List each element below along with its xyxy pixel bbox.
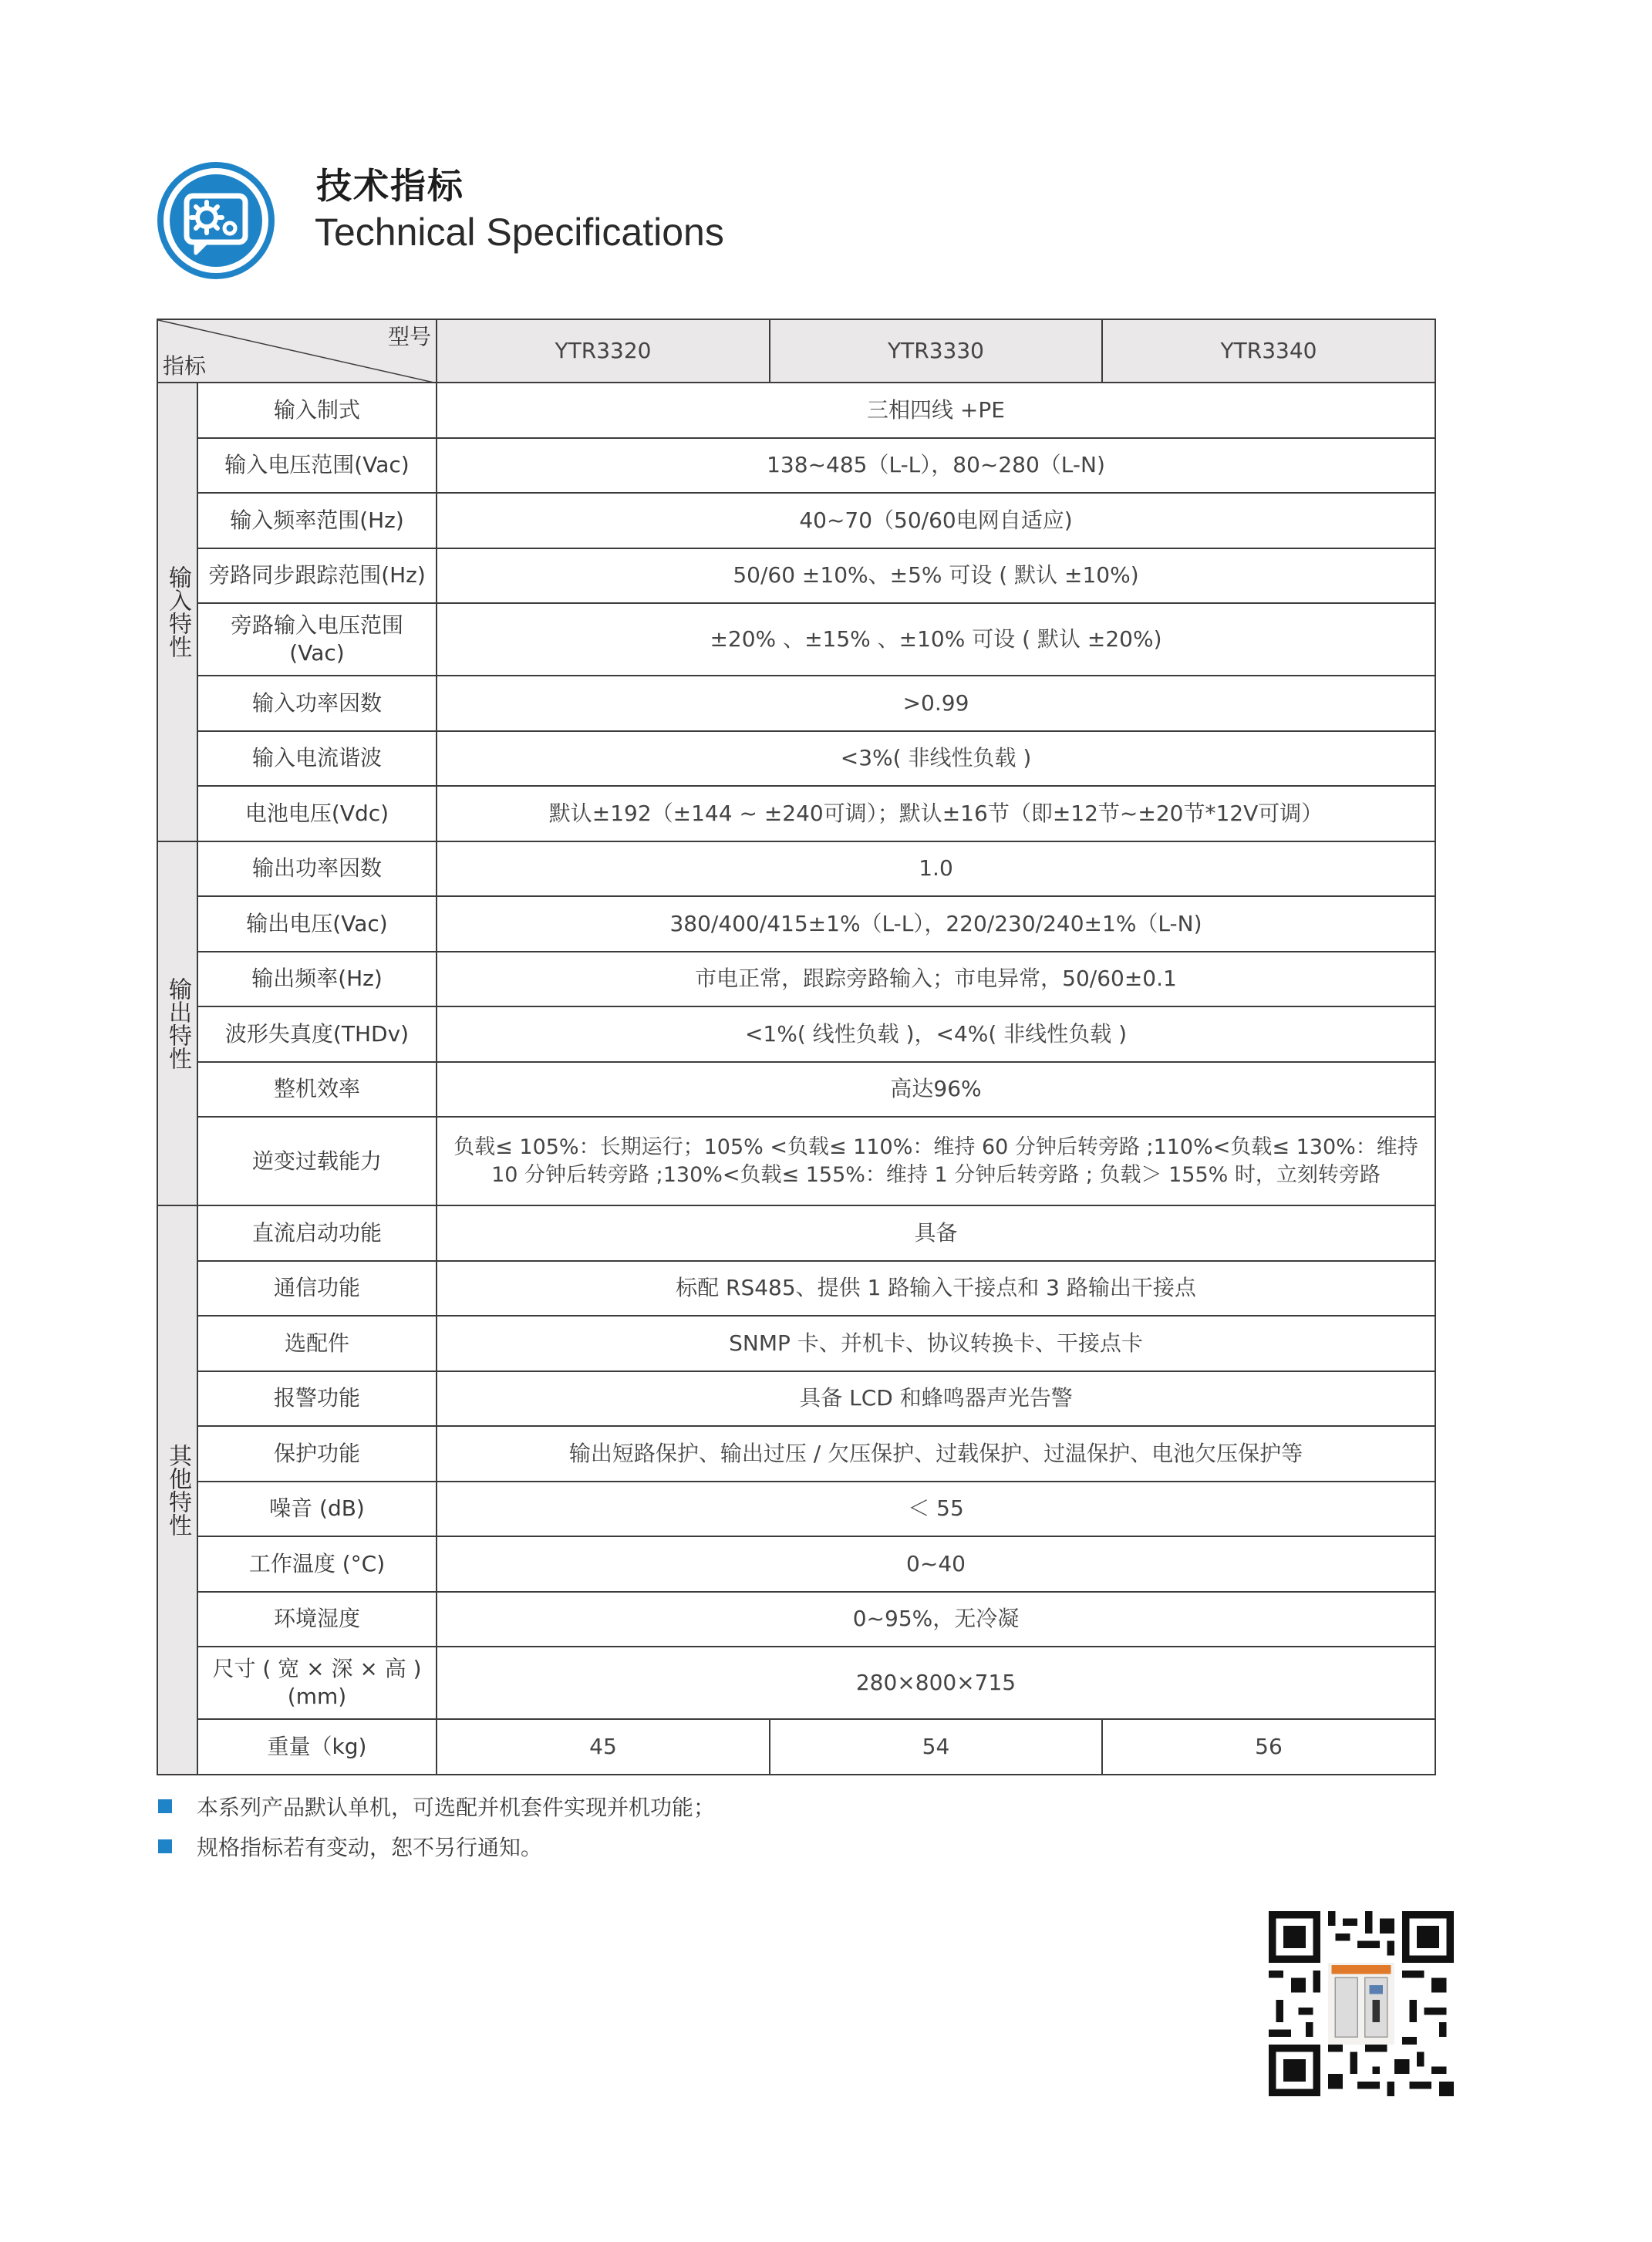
row-value: 56 xyxy=(1102,1719,1435,1775)
row-value: 0~40 xyxy=(437,1536,1435,1592)
table-row xyxy=(157,676,1435,731)
group-label-text: 输入特性 xyxy=(164,565,191,659)
row-label: 报警功能 xyxy=(197,1371,437,1427)
row-value: 0~95%，无冷凝 xyxy=(437,1592,1435,1647)
row-value: 输出短路保护、输出过压 / 欠压保护、过载保护、过温保护、电池欠压保护等 xyxy=(437,1426,1435,1482)
row-value: 380/400/415±1%（L-L），220/230/240±1%（L-N) xyxy=(437,896,1435,952)
page-title-cn: 技术指标 xyxy=(316,165,464,207)
row-value: 标配 RS485、提供 1 路输入干接点和 3 路输出干接点 xyxy=(437,1261,1435,1317)
row-label: 通信功能 xyxy=(197,1261,437,1317)
row-value: 280×800×715 xyxy=(437,1647,1435,1719)
row-value: ±20% 、±15% 、±10% 可设 ( 默认 ±20%) xyxy=(437,603,1435,676)
group-label-text: 其他特性 xyxy=(164,1443,191,1536)
page-title-en: Technical Specifications xyxy=(315,211,724,254)
row-label: 波形失真度(THDv) xyxy=(197,1006,437,1062)
row-label: 旁路同步跟踪范围(Hz) xyxy=(197,548,437,604)
square-bullet-icon xyxy=(158,1839,172,1853)
table-row xyxy=(157,603,1435,676)
group-label-other xyxy=(157,1205,197,1775)
row-label: 旁路输入电压范围(Vac) xyxy=(197,603,437,676)
row-value: 高达96% xyxy=(437,1062,1435,1118)
row-value: <3%( 非线性负载 ) xyxy=(437,731,1435,787)
qr-code-icon xyxy=(1269,1911,1454,2096)
row-value: 40~70（50/60电网自适应) xyxy=(437,493,1435,548)
row-value: <1%( 线性负载 )，<4%( 非线性负载 ) xyxy=(437,1006,1435,1062)
row-label: 逆变过载能力 xyxy=(197,1117,437,1205)
table-row xyxy=(157,1371,1435,1427)
corner-model-label: 型号 xyxy=(387,324,431,349)
table-row xyxy=(157,1592,1435,1647)
note-text: 规格指标若有变动，恕不另行通知。 xyxy=(197,1835,543,1860)
row-value: 三相四线 +PE xyxy=(437,383,1435,438)
model-header: YTR3320 xyxy=(437,319,770,383)
group-label-output xyxy=(157,841,197,1206)
table-row xyxy=(157,1482,1435,1537)
model-header: YTR3340 xyxy=(1102,319,1435,383)
list-item xyxy=(158,1786,715,1826)
list-item xyxy=(158,1826,715,1866)
table-row xyxy=(157,1647,1435,1719)
row-label: 环境湿度 xyxy=(197,1592,437,1647)
row-value: 50/60 ±10%、±5% 可设 ( 默认 ±10%) xyxy=(437,548,1435,604)
gear-chip-icon xyxy=(156,160,276,281)
table-row xyxy=(157,1062,1435,1118)
table-row xyxy=(157,1719,1435,1775)
row-label: 电池电压(Vdc) xyxy=(197,786,437,841)
table-row xyxy=(157,1536,1435,1592)
row-label: 输入电流谐波 xyxy=(197,731,437,787)
row-label: 保护功能 xyxy=(197,1426,437,1482)
table-row xyxy=(157,841,1435,897)
table-row xyxy=(157,438,1435,494)
table-row xyxy=(157,1006,1435,1062)
table-row xyxy=(157,1205,1435,1261)
square-bullet-icon xyxy=(158,1799,172,1813)
row-value: 54 xyxy=(770,1719,1102,1775)
row-value: 负载≤ 105%：长期运行；105% <负载≤ 110%：维持 60 分钟后转旁路 ;110%<负载≤ 130%：维持 10 分钟后转旁路 ;130%<负载≤ 155%：维持 1 分钟后转旁路 ; 负载＞ 155% 时，立刻转旁路 xyxy=(437,1117,1435,1205)
table-row xyxy=(157,896,1435,952)
note-text: 本系列产品默认单机，可选配并机套件实现并机功能； xyxy=(197,1795,716,1820)
row-value: >0.99 xyxy=(437,676,1435,731)
table-row xyxy=(157,1426,1435,1482)
row-label: 输入频率范围(Hz) xyxy=(197,493,437,548)
row-value: SNMP 卡、并机卡、协议转换卡、干接点卡 xyxy=(437,1316,1435,1371)
row-label: 输入功率因数 xyxy=(197,676,437,731)
row-label: 尺寸 ( 宽 × 深 × 高 )(mm) xyxy=(197,1647,437,1719)
row-label: 输入电压范围(Vac) xyxy=(197,438,437,494)
corner-spec-label: 指标 xyxy=(163,353,207,379)
group-label-input xyxy=(157,383,197,841)
row-value: 默认±192（±144 ~ ±240可调）；默认±16节（即±12节~±20节*12V可调） xyxy=(437,786,1435,841)
row-value: 45 xyxy=(437,1719,770,1775)
row-value: 市电正常，跟踪旁路输入；市电异常，50/60±0.1 xyxy=(437,952,1435,1007)
corner-cell xyxy=(157,319,437,383)
row-value: 1.0 xyxy=(437,841,1435,897)
table-row xyxy=(157,786,1435,841)
table-row xyxy=(157,731,1435,787)
row-label: 工作温度 (°C) xyxy=(197,1536,437,1592)
row-value: ＜ 55 xyxy=(437,1482,1435,1537)
table-row xyxy=(157,1117,1435,1205)
table-row xyxy=(157,383,1435,438)
group-label-text: 输出特性 xyxy=(164,976,191,1070)
table-row xyxy=(157,493,1435,548)
spec-table xyxy=(157,319,1436,1775)
row-label: 输出功率因数 xyxy=(197,841,437,897)
row-label: 整机效率 xyxy=(197,1062,437,1118)
table-header-row xyxy=(157,319,1435,383)
table-row xyxy=(157,952,1435,1007)
row-label: 选配件 xyxy=(197,1316,437,1371)
row-value: 具备 xyxy=(437,1205,1435,1261)
row-label: 直流启动功能 xyxy=(197,1205,437,1261)
notes-list xyxy=(158,1786,715,1866)
row-value: 138~485（L-L），80~280（L-N) xyxy=(437,438,1435,494)
table-row xyxy=(157,1261,1435,1317)
row-label: 噪音 (dB) xyxy=(197,1482,437,1537)
row-value: 具备 LCD 和蜂鸣器声光告警 xyxy=(437,1371,1435,1427)
row-label: 输出频率(Hz) xyxy=(197,952,437,1007)
model-header: YTR3330 xyxy=(770,319,1102,383)
table-row xyxy=(157,1316,1435,1371)
row-label: 输入制式 xyxy=(197,383,437,438)
row-label: 重量（kg) xyxy=(197,1719,437,1775)
row-label: 输出电压(Vac) xyxy=(197,896,437,952)
table-row xyxy=(157,548,1435,604)
